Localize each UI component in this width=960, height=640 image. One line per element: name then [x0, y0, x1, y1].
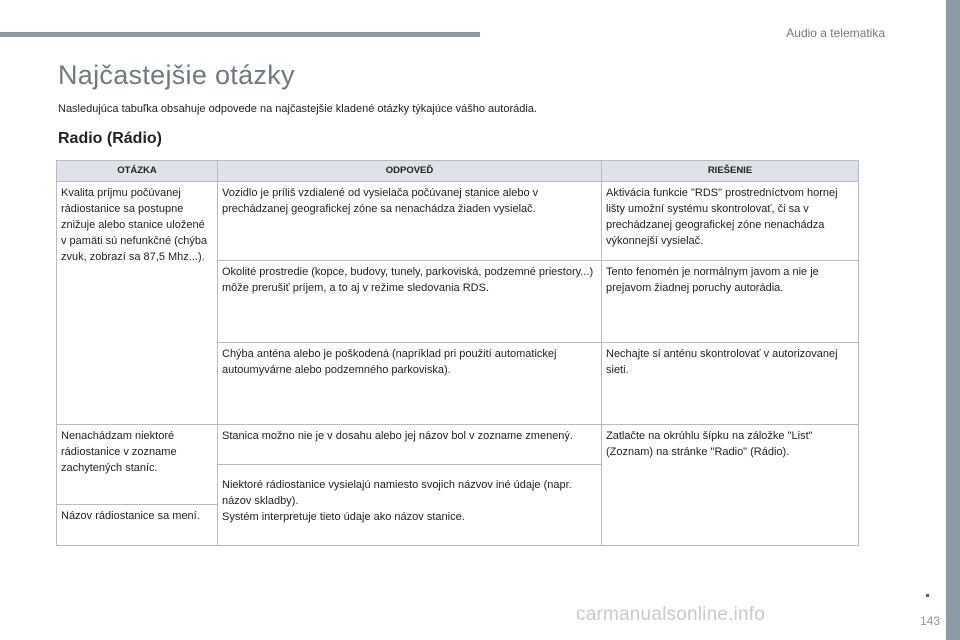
faq-table: [56, 160, 859, 546]
header-bar: [0, 32, 480, 37]
page-number: 143: [919, 614, 940, 628]
solution-cell: Aktivácia funkcie "RDS" prostredníctvom hornej lišty umožní systému skontrolovať, či sa v prechádzanej geografickej zóne nenachádza výkonnejší vysielač.: [602, 182, 859, 261]
answer-cell: Niektoré rádiostanice vysielajú namiesto svojich názvov iné údaje (napr. názov skladby). Systém interpretuje tieto údaje ako názov stanice.: [218, 465, 602, 546]
answer-cell: Okolité prostredie (kopce, budovy, tunely, parkoviská, podzemné priestory...) môže prerušiť príjem, a to aj v režime sledovania RDS.: [218, 261, 602, 343]
page-marker: [926, 594, 929, 597]
question-cell: Kvalita príjmu počúvanej rádiostanice sa postupne znižuje alebo stanice uložené v pamäti sú nefunkčné (chýba zvuk, zobrazí sa 87,5 Mhz...).: [57, 182, 218, 425]
column-header-question: OTÁZKA: [57, 161, 218, 182]
column-header-answer: ODPOVEĎ: [218, 161, 602, 182]
solution-cell: Nechajte si anténu skontrolovať v autorizovanej sieti.: [602, 343, 859, 425]
intro-text: Nasledujúca tabuľka obsahuje odpovede na najčastejšie kladené otázky týkajúce vášho autorádia.: [58, 103, 537, 115]
page-edge-strip: [946, 0, 960, 640]
table-header-row: [57, 161, 859, 182]
section-subtitle: Radio (Rádio): [58, 130, 162, 147]
answer-cell: Vozidlo je príliš vzdialené od vysielača počúvanej stanice alebo v prechádzanej geografickej zóne sa nenachádza žiaden vysielač.: [218, 182, 602, 261]
answer-cell: Chýba anténa alebo je poškodená (napríklad pri použití automatickej autoumyvárne alebo podzemného parkoviska).: [218, 343, 602, 425]
answer-cell: Stanica možno nie je v dosahu alebo jej názov bol v zozname zmenený.: [218, 425, 602, 465]
watermark: carmanualsonline.info: [576, 604, 766, 625]
table-row: [57, 182, 859, 261]
table-row: [57, 425, 859, 465]
question-cell: Názov rádiostanice sa mení.: [57, 505, 218, 546]
section-label: Audio a telematika: [786, 26, 885, 40]
solution-cell: Zatlačte na okrúhlu šípku na záložke "List" (Zoznam) na stránke "Radio" (Rádio).: [602, 425, 859, 546]
column-header-solution: RIEŠENIE: [602, 161, 859, 182]
solution-cell: Tento fenomén je normálnym javom a nie je prejavom žiadnej poruchy autorádia.: [602, 261, 859, 343]
page-title: Najčastejšie otázky: [58, 60, 295, 90]
question-cell: Nenachádzam niektoré rádiostanice v zozname zachytených staníc.: [57, 425, 218, 505]
